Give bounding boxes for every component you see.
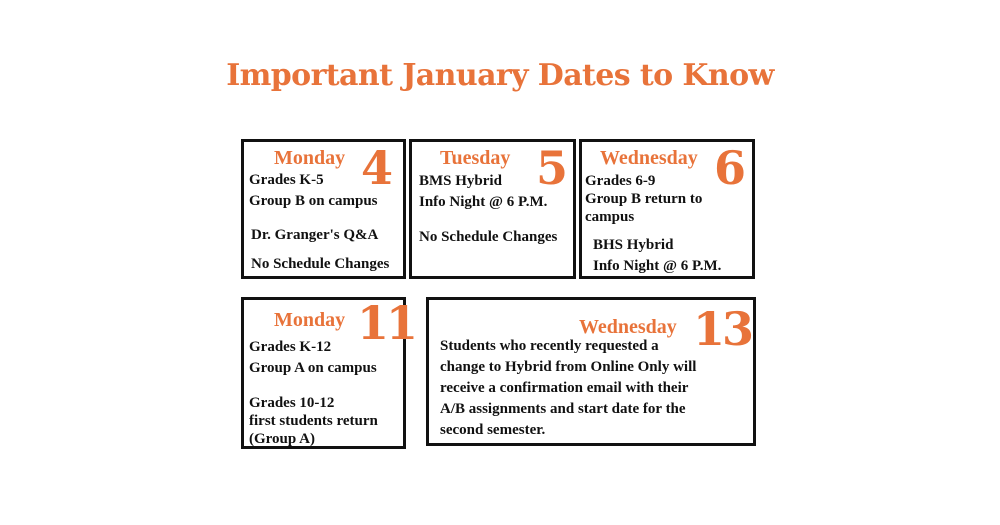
card-date-number: 6 bbox=[714, 141, 744, 195]
card-line: Grades 6-9 bbox=[585, 173, 656, 189]
card-day: Wednesday bbox=[600, 147, 698, 169]
card-line: Info Night @ 6 P.M. bbox=[593, 258, 722, 274]
card-date-number: 13 bbox=[693, 302, 752, 356]
card-date-number: 5 bbox=[536, 141, 566, 195]
card-day: Monday bbox=[274, 309, 346, 331]
card-day: Monday bbox=[274, 147, 346, 169]
date-card-wednesday-13 bbox=[426, 297, 756, 446]
card-line: Group B return to bbox=[585, 191, 703, 207]
card-line: Grades K-5 bbox=[249, 172, 324, 188]
card-line: Grades K-12 bbox=[249, 339, 332, 355]
card-date-number: 11 bbox=[357, 296, 416, 350]
card-line: campus bbox=[585, 209, 635, 225]
date-card-monday-11 bbox=[241, 296, 416, 449]
card-line: Group A on campus bbox=[249, 360, 377, 376]
card-date-number: 4 bbox=[361, 141, 391, 195]
card-line: Grades 10-12 bbox=[249, 395, 335, 411]
date-card-tuesday-5 bbox=[409, 139, 576, 279]
card-line: second semester. bbox=[440, 422, 546, 438]
date-card-monday-4 bbox=[241, 139, 406, 279]
card-line: A/B assignments and start date for the bbox=[440, 401, 686, 417]
card-day: Tuesday bbox=[440, 147, 511, 169]
card-line: change to Hybrid from Online Only will bbox=[440, 359, 697, 375]
date-card-wednesday-6 bbox=[579, 139, 755, 279]
card-line: Dr. Granger's Q&A bbox=[251, 227, 379, 243]
card-line: Group B on campus bbox=[249, 193, 378, 209]
card-line: (Group A) bbox=[249, 431, 315, 447]
card-day: Wednesday bbox=[579, 316, 677, 338]
card-line: Students who recently requested a bbox=[440, 338, 659, 354]
card-line: first students return bbox=[249, 413, 378, 429]
card-line: No Schedule Changes bbox=[419, 229, 558, 245]
card-line: No Schedule Changes bbox=[251, 256, 390, 272]
card-line: Info Night @ 6 P.M. bbox=[419, 194, 548, 210]
card-line: receive a confirmation email with their bbox=[440, 380, 689, 396]
card-line: BMS Hybrid bbox=[419, 173, 502, 189]
page-title: Important January Dates to Know bbox=[226, 58, 774, 93]
card-line: BHS Hybrid bbox=[593, 237, 674, 253]
